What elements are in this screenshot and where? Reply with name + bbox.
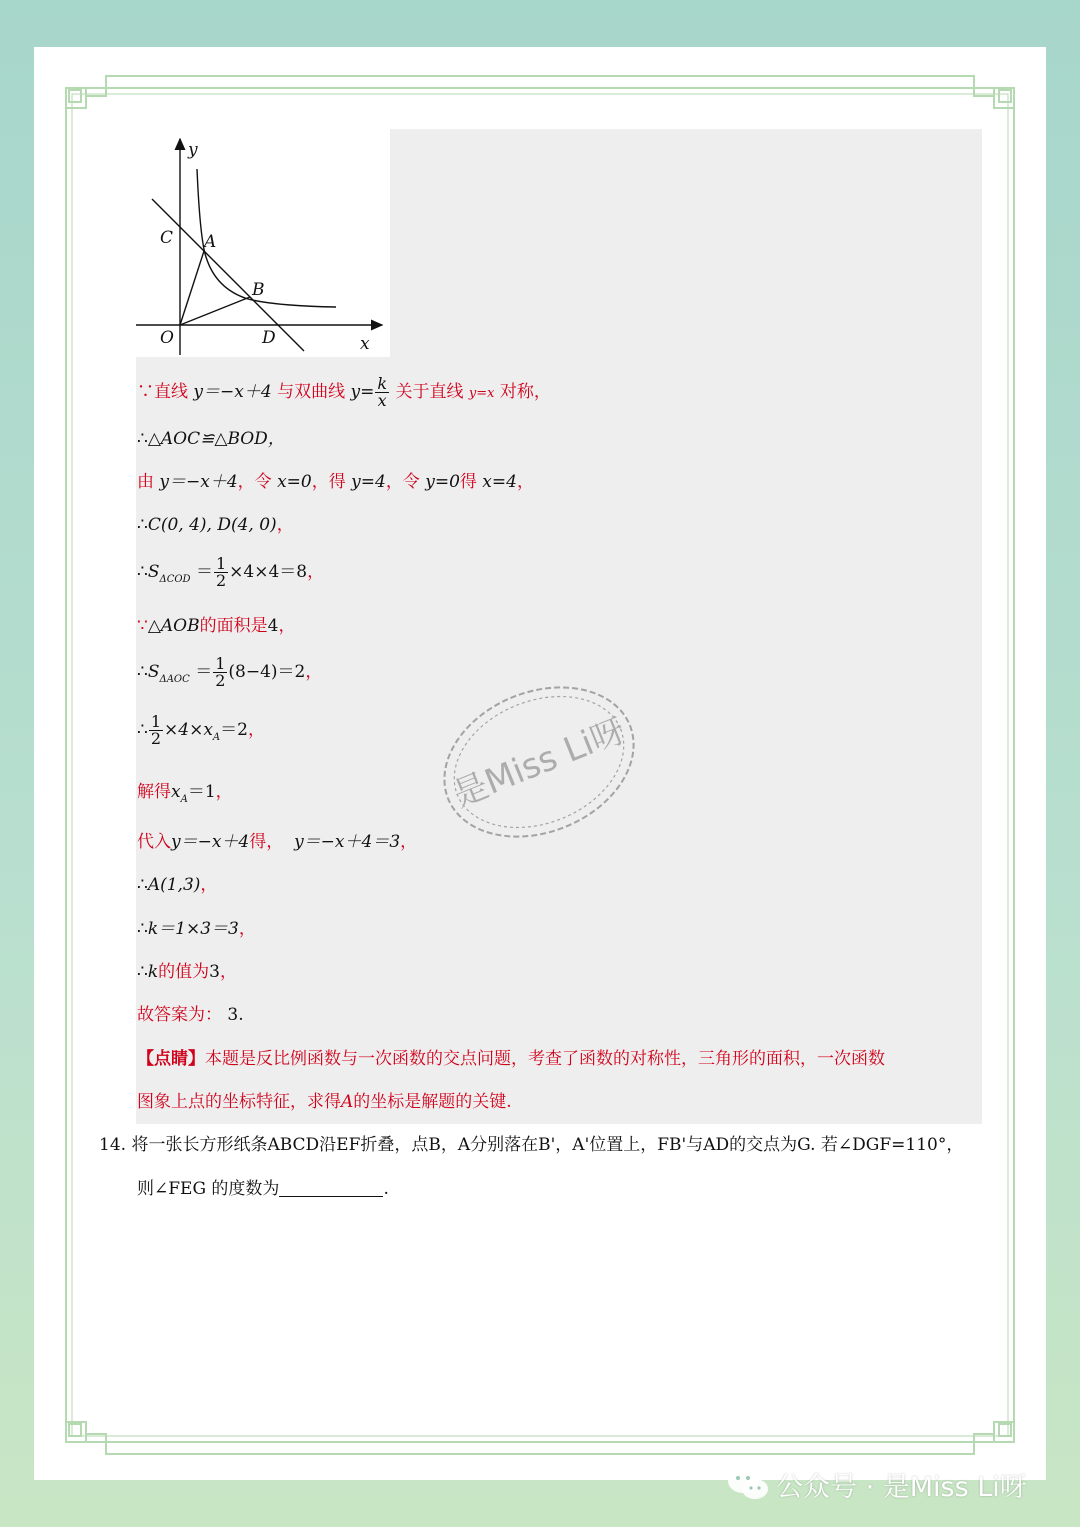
solution-line-2: ∴△AOC≌△BOD，	[137, 429, 285, 449]
solution-line-5: $\therefore S_{\Delta COD}$ ＝ $\frac{1}{2}$ ×4×4＝8，	[137, 554, 325, 590]
question-14-line-1: 14. 将一张长方形纸条ABCD沿EF折叠，点B，A分别落在B'，A'位置上，FB'与AD的交点为G. 若∠DGF=110°，	[99, 1135, 964, 1155]
remark-line-1: 【点睛】本题是反比例函数与一次函数的交点问题，考查了函数的对称性，三角形的面积，一次函数	[137, 1049, 885, 1069]
footer-text: 公众号 · 是Miss Li呀	[776, 1471, 1027, 1503]
point-c-label: C	[160, 228, 174, 248]
y-axis-label: y	[188, 140, 198, 160]
hyperbola	[197, 169, 336, 307]
solution-line-13: ∴k的值为3，	[137, 962, 237, 982]
remark-line-2: 图象上点的坐标特征，求得A的坐标是解题的关键.	[137, 1092, 512, 1112]
solution-line-11: ∴A(1,3)，	[137, 875, 218, 895]
point-b-label: B	[252, 280, 265, 300]
solution-line-6: ∵△AOB的面积是4，	[137, 616, 296, 636]
solution-line-10: 代入y＝−x＋4得， y＝−x＋4＝3，	[137, 832, 418, 852]
footer-brand	[726, 1464, 1027, 1504]
solution-line-12: ∴k＝1×3＝3，	[137, 919, 256, 939]
segment-oa	[180, 251, 204, 325]
solution-line-1: ∵直线 y＝−x＋4 与双曲线 y= $\frac{k}{x}$ 关于直线 y=x 对称，	[137, 374, 551, 410]
solution-line-3: 由 y＝−x＋4，令 x=0，得 y=4，令 y=0得 x=4，	[137, 472, 534, 492]
point-d-label: D	[262, 328, 276, 348]
stamp-text: 是Miss Li呀	[447, 710, 631, 816]
origin-label: O	[160, 328, 174, 348]
solution-line-4: ∴C(0, 4), D(4, 0)，	[137, 515, 294, 535]
solution-line-7: $\therefore S_{\Delta AOC}$ ＝ $\frac{1}{2}$ (8−4)＝2，	[137, 654, 323, 690]
solution-line-8: ∴ $\frac{1}{2}$ $\times 4\times x_A=2$，	[137, 712, 265, 748]
line-cd	[152, 199, 304, 351]
solution-answer: 故答案为： 3.	[137, 1005, 244, 1025]
answer-blank	[279, 1179, 383, 1197]
solution-line-9: 解得$x_A=1$，	[137, 782, 233, 805]
watermark-stamp	[432, 672, 647, 852]
point-a-label: A	[204, 232, 217, 252]
function-graph	[136, 129, 390, 357]
wechat-icon	[726, 1466, 770, 1502]
question-14-line-2: 则∠FEG 的度数为 .	[137, 1179, 389, 1199]
segment-ob	[180, 297, 250, 325]
x-axis-label: x	[360, 334, 370, 354]
